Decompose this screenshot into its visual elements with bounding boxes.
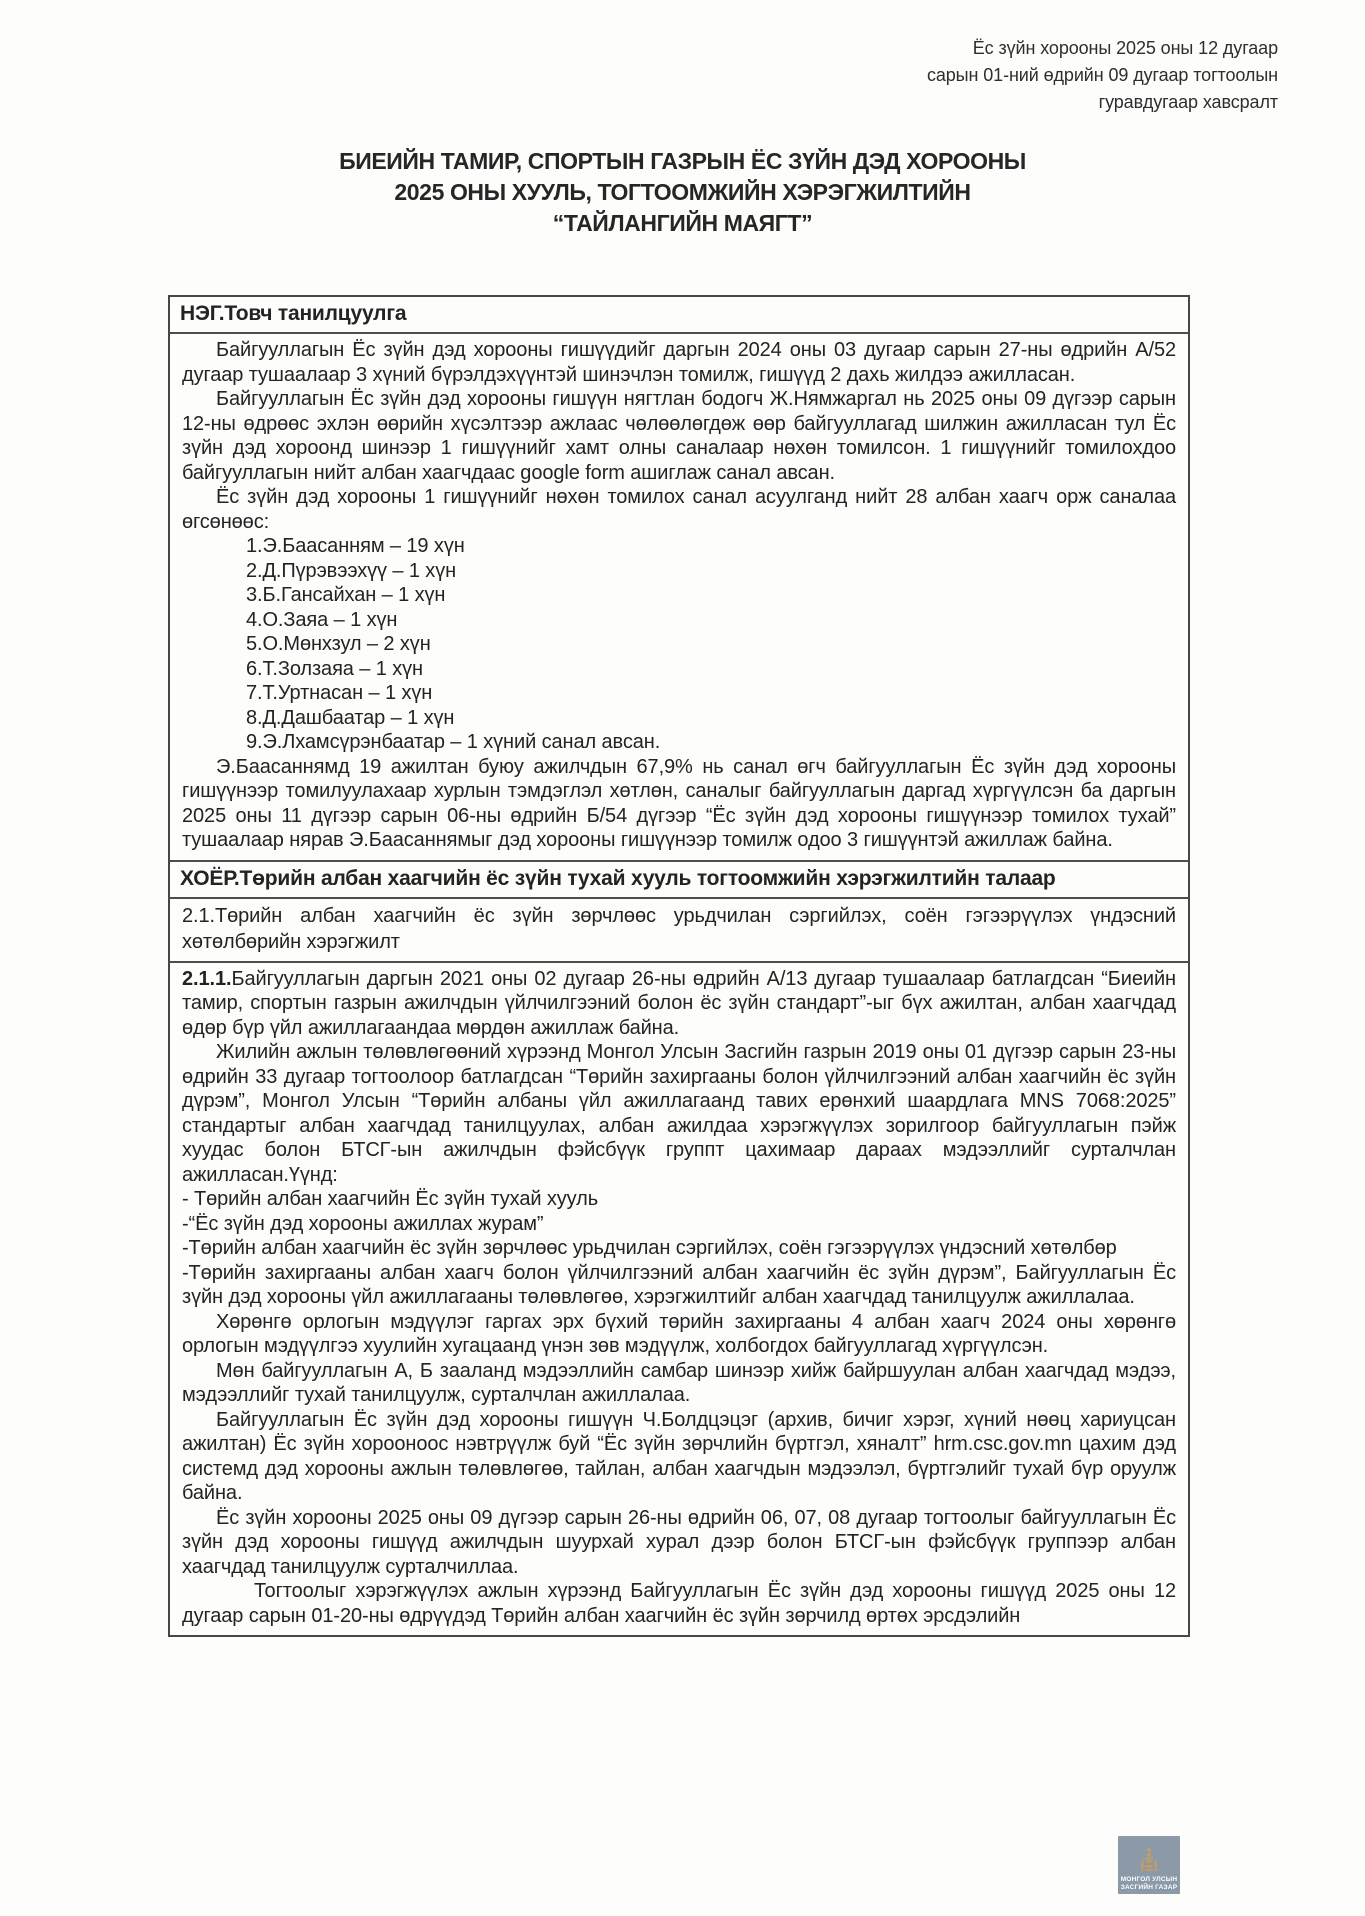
dash-item: -Төрийн албан хаагчийн ёс зүйн зөрчлөөс урьдчилан сэргийлэх, соён гэгээрүүлэх үндэсний хөтөлбөр [182,1237,1117,1259]
appendix-note-line-2: сарын 01-ний өдрийн 09 дугаар тогтоолын [926,65,1278,85]
government-logo-text-line-1: МОНГОЛ УЛСЫН [1120,1876,1178,1883]
document-title [0,146,1365,239]
section-two-content [170,963,1188,1636]
section-one-content [170,334,1188,862]
paragraph-2-1-1-label: 2.1.1. [182,967,232,990]
paragraph-vote-result: Э.Баасаннямд 19 ажилтан буюу ажилчдын 67,9% нь санал өгч байгууллагын Ёс зүйн дэд хорооны гишүүнээр томилуулахаар хурлын тэмдэглэл хөтлөн, саналыг байгууллагын даргад хүргүүлсэн ба даргын 2025 оны 11 дүгээр сарын 06-ны өдрийн Б/54 дүгээр “Ёс зүйн дэд хорооны гишүүнээр томилох тухай” тушаалаар нярав Э.Баасаннямыг дэд хорооны гишүүнээр томилж одоо 3 гишүүнтэй ажиллаж байна. [182,755,1176,851]
vote-list-item: 4.О.Заяа – 1 хүн [246,608,398,631]
paragraph-info-board: Мөн байгууллагын А, Б зааланд мэдээллийн самбар шинээр хийж байршуулан албан хаагчдад мэдээ, мэдээллийг тухай танилцуулж, сурталчлан ажиллалаа. [182,1359,1176,1406]
section-two-header: ХОЁР.Төрийн албан хаагчийн ёс зүйн тухай хууль тогтоомжийн хэрэгжилтийн талаар [170,862,1188,899]
government-logo-text-line-2: ЗАСГИЙН ГАЗАР [1120,1883,1178,1891]
document-title-line-2: 2025 ОНЫ ХУУЛЬ, ТОГТООМЖИЙН ХЭРЭГЖИЛТИЙН [394,179,971,205]
vote-list-item: 6.Т.Золзаяа – 1 хүн [246,657,423,680]
vote-list-item: 2.Д.Пүрэвээхүү – 1 хүн [246,559,457,582]
vote-list [246,534,1176,755]
vote-list-item: 1.Э.Баасанням – 19 хүн [246,535,465,557]
dash-item: -“Ёс зүйн дэд хорооны ажиллах журам” [182,1212,544,1235]
vote-list-item: 5.О.Мөнхзул – 2 хүн [246,633,431,655]
dash-item: - Төрийн албан хаагчийн Ёс зүйн тухай хууль [182,1188,599,1210]
paragraph-hrm-system: Байгууллагын Ёс зүйн дэд хорооны гишүүн Ч.Болдцэцэг (архив, бичиг хэрэг, хүний нөөц хариуцсан ажилтан) Ёс зүйн хорооноос нэвтрүүлж буй “Ёс зүйн зөрчлийн бүртгэл, хяналт” hrm.csc.gov.mn цахим дэд системд дэд хорооны ажлын төлөвлөгөө, тайлан, албан хаагчдын мэдээлэл, бүртгэлийг тухай бүр оруулж байна. [182,1408,1176,1504]
government-logo-text [1121,1876,1178,1891]
section-one-header: НЭГ.Товч танилцуулга [170,297,1188,334]
paragraph-resolution-implementation: Тогтоолыг хэрэгжүүлэх ажлын хүрээнд Байгууллагын Ёс зүйн дэд хорооны гишүүд 2025 оны 12 дугаар сарын 01-20-ны өдрүүдэд Төрийн албан хаагчийн ёс зүйн зөрчилд өртөх эрсдэлийн [182,1580,1176,1627]
appendix-note-line-3: гуравдугаар хавсралт [1098,92,1278,112]
dash-item: -Төрийн захиргааны албан хаагч болон үйлчилгээний албан хаагчийн ёс зүйн дүрэм”, Байгууллагын Ёс зүйн дэд хорооны үйл ажиллагааны төлөвлөгөө, хэрэгжилтийг албан хаагчдад танилцуулж ажиллалаа. [182,1261,1176,1308]
document-title-line-1: БИЕИЙН ТАМИР, СПОРТЫН ГАЗРЫН ЁС ЗҮЙН ДЭД ХОРООНЫ [339,148,1026,174]
vote-list-item: 9.Э.Лхамсүрэнбаатар – 1 хүний санал авсан. [246,731,661,753]
government-logo-stamp [1118,1836,1180,1894]
vote-list-item: 8.Д.Дашбаатар – 1 хүн [246,706,455,729]
paragraph-2-1-1 [182,967,1176,1041]
report-table [168,295,1190,1637]
paragraph-asset-declaration: Хөрөнгө орлогын мэдүүлэг гаргах эрх бүхий төрийн захиргааны 4 албан хаагч 2024 оны хөрөнгө орлогын мэдүүлгээ хуулийн хугацаанд үнэн зөв мэдүүлж, холбогдох байгууллагад хүргүүлсэн. [182,1310,1176,1357]
appendix-note [927,35,1278,116]
vote-list-item: 7.Т.Уртнасан – 1 хүн [246,682,433,704]
document-title-line-3: “ТАЙЛАНГИЙН МАЯГТ” [552,210,813,236]
subsection-2-1-header: 2.1.Төрийн албан хаагчийн ёс зүйн зөрчлөөс урьдчилан сэргийлэх, соён гэгээрүүлэх үндэсний хөтөлбөрийн хэрэгжилт [170,899,1188,963]
paragraph-survey-intro: Ёс зүйн дэд хорооны 1 гишүүнийг нөхөн томилох санал асуулганд нийт 28 албан хаагч орж саналаа өгсөнөөс: [182,486,1176,533]
paragraph-annual-plan: Жилийн ажлын төлөвлөгөөний хүрээнд Монгол Улсын Засгийн газрын 2019 оны 01 дүгээр сарын 23-ны өдрийн 33 дугаар тогтоолоор батлагдсан “Төрийн захиргааны болон үйлчилгээний албан хаагчийн ёс зүйн дүрэм”, Монгол Улсын “Төрийн албаны үйл ажиллагаанд тавих ерөнхий шаардлага MNS 7068:2025” стандартыг албан хаагчдад танилцуулах, албан ажилдаа хэрэгжүүлэх зорилгоор байгууллагын пэйж хуудас болон БТСГ-ын ажилчдын фэйсбүүк группт цахимаар дараах мэдээллийг сурталчлан ажилласан.Үүнд: [182,1041,1176,1186]
paragraph-member-replacement: Байгууллагын Ёс зүйн дэд хорооны гишүүн нягтлан бодогч Ж.Нямжаргал нь 2025 оны 09 дүгээр сарын 12-ны өдрөөс эхлэн өөрийн хүсэлтээр ажлаас чөлөөлөгдөж өөр байгууллагад шилжин ажилласан тул Ёс зүйн дэд хороонд шинээр 1 гишүүнийг хамт олны саналаар нөхөн томилсон. 1 гишүүнийг томилохдоо байгууллагын нийт албан хаагчдаас google form ашиглаж санал авсан. [182,388,1176,484]
vote-list-item: 3.Б.Гансайхан – 1 хүн [246,584,446,606]
paragraph-committee-appointment: Байгууллагын Ёс зүйн дэд хорооны гишүүдийг даргын 2024 оны 03 дугаар сарын 27-ны өдрийн А/52 дугаар тушаалаар 3 хүний бүрэлдэхүүнтэй шинэчлэн томилж, гишүүд 2 дахь жилдээ ажилласан. [182,339,1176,386]
paragraph-2-1-1-text: Байгууллагын даргын 2021 оны 02 дугаар 26-ны өдрийн А/13 дугаар тушаалаар батлагдсан “Биеийн тамир, спортын газрын ажилчдын үйлчилгээний болон ёс зүйн стандарт”-ыг бүх ажилтан, албан хаагчдад өдөр бүр үйл ажиллагаандаа мөрдөн ажиллаж байна. [182,967,1176,1039]
paragraph-resolutions: Ёс зүйн хорооны 2025 оны 09 дүгээр сарын 26-ны өдрийн 06, 07, 08 дугаар тогтоолыг байгууллагын Ёс зүйн дэд хорооны гишүүд ажилчдын шуурхай хурал дээр болон БТСГ-ын фэйсбүүк группээр албан хаагчдад танилцуулж сурталчиллаа. [182,1506,1176,1578]
soyombo-icon [1138,1847,1160,1874]
appendix-note-line-1: Ёс зүйн хорооны 2025 оны 12 дугаар [972,38,1278,58]
